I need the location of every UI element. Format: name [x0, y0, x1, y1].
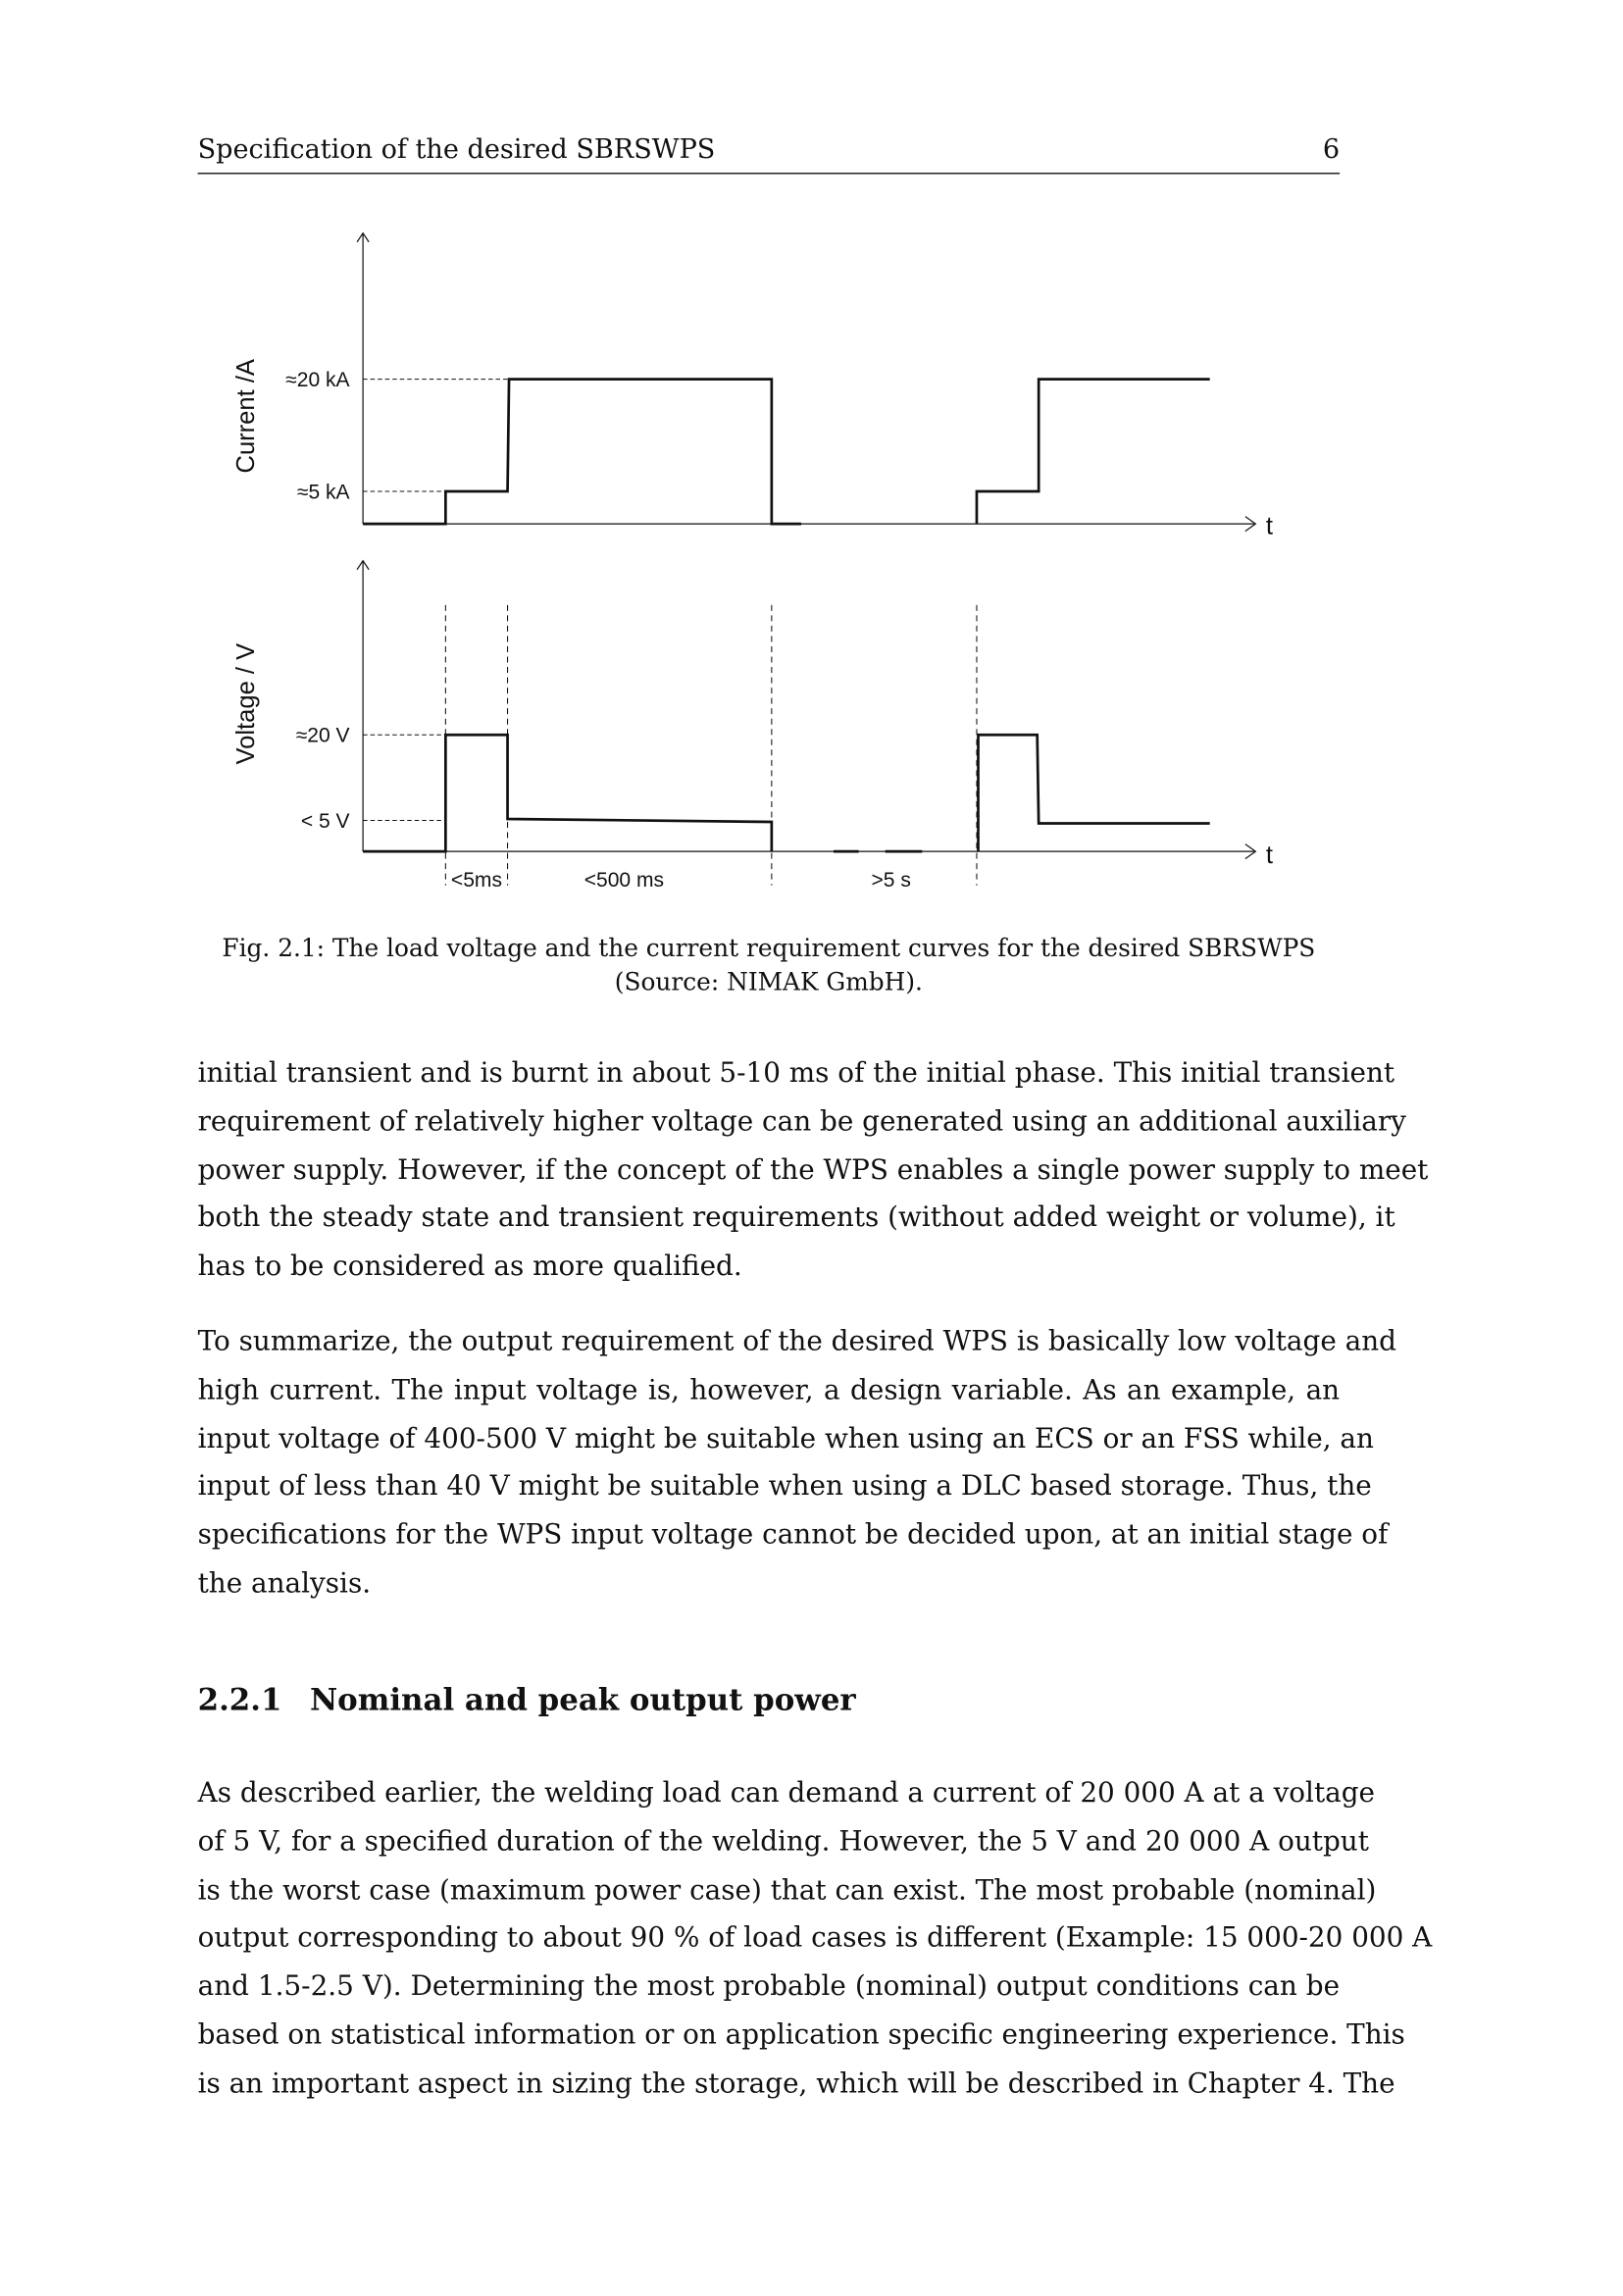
- interval-label: <500 ms: [583, 869, 665, 893]
- figure-caption-source: (Source: NIMAK GmbH).: [614, 967, 923, 996]
- paragraph-line: and 1.5-2.5 V). Determining the most probable (nominal) output conditions can be: [197, 1971, 1341, 2003]
- paragraph-line: the analysis.: [197, 1568, 372, 1600]
- paragraph-line: both the steady state and transient requirements (without added weight or volume), it: [197, 1202, 1395, 1235]
- paragraph-line: specifications for the WPS input voltage cannot be decided upon, at an initial stage of: [197, 1519, 1389, 1552]
- current-trace-1: [363, 380, 801, 524]
- section-number: 2.2.1: [197, 1682, 282, 1718]
- current-trace-2: [977, 380, 1210, 524]
- tick-label-5ka: ≈5 kA: [296, 481, 350, 504]
- paragraph-line: is the worst case (maximum power case) that can exist. The most probable (nominal): [197, 1874, 1377, 1907]
- paragraph-line: of 5 V, for a specified duration of the welding. However, the 5 V and 20 000 A output: [197, 1826, 1369, 1858]
- voltage-trace-2: [978, 735, 1209, 851]
- figure-caption: Fig. 2.1: The load voltage and the current requirement curves for the desired SBRSWPS: [222, 934, 1316, 962]
- paragraph-line: initial transient and is burnt in about 5-10 ms of the initial phase. This initial transient: [197, 1057, 1395, 1090]
- paragraph-line: is an important aspect in sizing the storage, which will be described in Chapter 4. The: [197, 2068, 1395, 2100]
- paragraph-line: As described earlier, the welding load can demand a current of 20 000 A at a voltage: [197, 1777, 1376, 1810]
- section-title: Nominal and peak output power: [309, 1682, 856, 1718]
- tick-label-5v: < 5 V: [300, 810, 350, 834]
- interval-label: >5 s: [871, 869, 911, 893]
- current-t-label: t: [1265, 512, 1273, 540]
- page-number: 6: [1322, 133, 1341, 166]
- paragraph-line: high current. The input voltage is, however, a design variable. As an example, an: [197, 1374, 1341, 1406]
- paragraph-line: has to be considered as more qualified.: [197, 1251, 742, 1283]
- interval-label: <5ms: [450, 869, 502, 893]
- paragraph-line: requirement of relatively higher voltage can be generated using an additional auxiliary: [197, 1106, 1406, 1138]
- voltage-trace-1: [363, 735, 772, 851]
- paragraph-line: based on statistical information or on application specific engineering experience. This: [197, 2019, 1405, 2052]
- paragraph-line: power supply. However, if the concept of the WPS enables a single power supply to meet: [197, 1154, 1429, 1187]
- section-heading: [198, 1682, 856, 1717]
- voltage-y-label: Voltage / V: [231, 642, 260, 765]
- current-y-label: Current /A: [231, 359, 260, 474]
- tick-label-20ka: ≈20 kA: [285, 369, 350, 392]
- paragraph-line: To summarize, the output requirement of the desired WPS is basically low voltage and: [197, 1326, 1396, 1358]
- figure-load-curves: [0, 0, 1623, 915]
- header-title: Specification of the desired SBRSWPS: [197, 133, 716, 166]
- tick-label-20v: ≈20 V: [295, 724, 350, 747]
- paragraph-line: output corresponding to about 90 % of load cases is different (Example: 15 000-20 000 A: [197, 1922, 1433, 1955]
- paragraph-line: input voltage of 400-500 V might be suitable when using an ECS or an FSS while, an: [197, 1423, 1374, 1454]
- paragraph-line: input of less than 40 V might be suitable when using a DLC based storage. Thus, the: [197, 1471, 1372, 1504]
- voltage-t-label: t: [1265, 842, 1273, 870]
